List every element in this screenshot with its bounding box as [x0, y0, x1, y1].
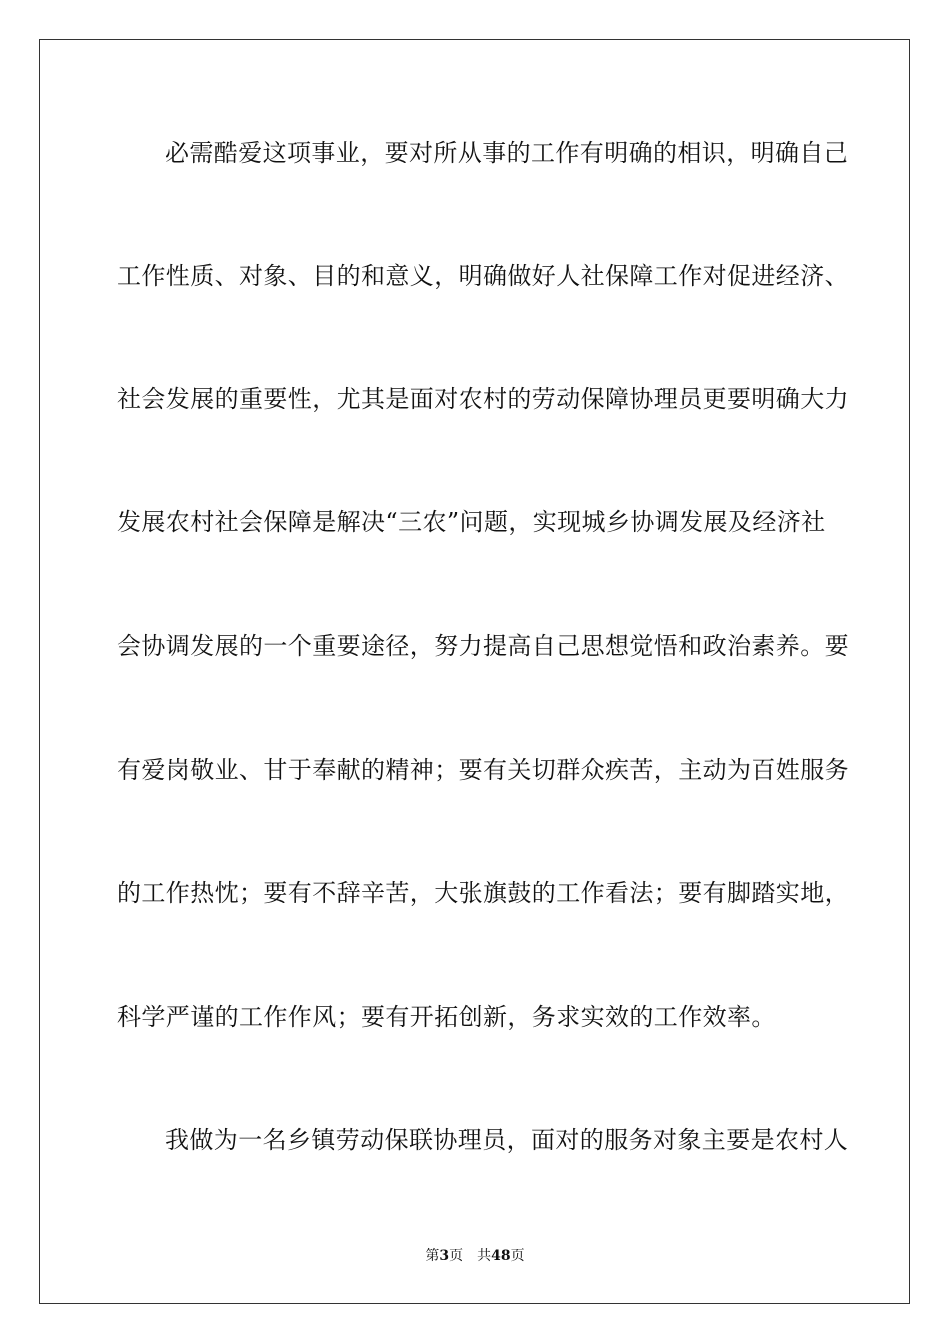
paragraph-line-1: 必需酷爱这项事业，要对所从事的工作有明确的相识，明确自己 — [165, 139, 849, 167]
paragraph-line-8: 科学严谨的工作作风；要有开拓创新，务求实效的工作效率。 — [117, 1003, 776, 1031]
page-prefix: 第 — [425, 1248, 440, 1264]
current-page-number: 3 — [439, 1248, 450, 1264]
page-mid-text: 页 共 — [449, 1248, 492, 1264]
total-page-number: 48 — [491, 1248, 511, 1264]
paragraph-line-6: 有爱岗敬业、甘于奉献的精神；要有关切群众疾苦，主动为百姓服务 — [117, 756, 849, 784]
paragraph-line-2: 工作性质、对象、目的和意义，明确做好人社保障工作对促进经济、 — [117, 262, 849, 290]
paragraph-line-9: 我做为一名乡镇劳动保联协理员，面对的服务对象主要是农村人 — [165, 1126, 849, 1154]
page-number-footer — [0, 1247, 950, 1265]
page-border — [39, 39, 910, 1304]
paragraph-line-4: 发展农村社会保障是解决“三农”问题，实现城乡协调发展及经济社 — [117, 508, 826, 536]
page-suffix: 页 — [510, 1248, 525, 1264]
paragraph-line-5: 会协调发展的一个重要途径，努力提高自己思想觉悟和政治素养。要 — [117, 632, 849, 660]
paragraph-line-7: 的工作热忱；要有不辞辛苦，大张旗鼓的工作看法；要有脚踏实地， — [117, 879, 849, 907]
paragraph-line-3: 社会发展的重要性，尤其是面对农村的劳动保障协理员更要明确大力 — [117, 385, 849, 413]
